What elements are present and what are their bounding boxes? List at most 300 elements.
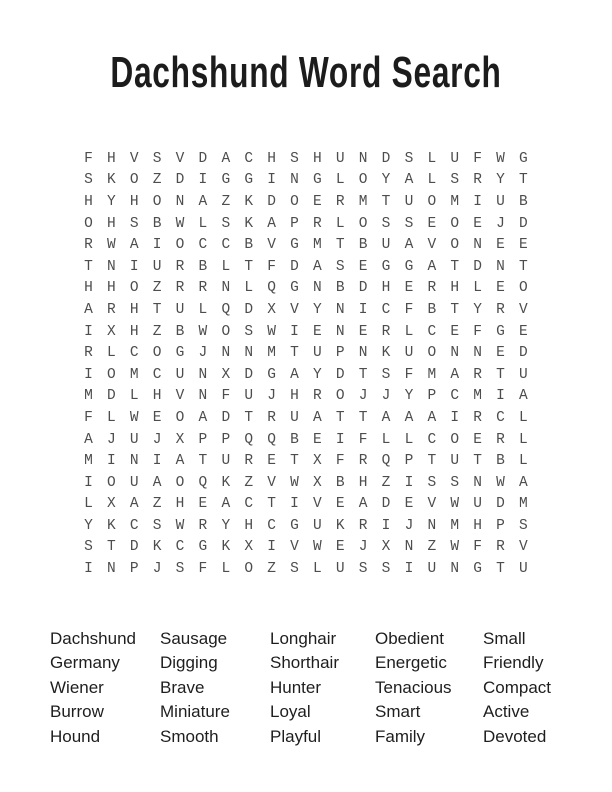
grid-letter: W — [450, 496, 460, 513]
grid-letter: V — [313, 496, 322, 513]
grid-letter: A — [404, 172, 414, 189]
grid-letter: M — [519, 496, 528, 513]
grid-letter: S — [84, 172, 93, 189]
grid-letter: D — [473, 258, 482, 275]
grid-letter: L — [404, 431, 414, 448]
grid-letter: F — [358, 431, 368, 448]
grid-letter: Z — [381, 474, 391, 491]
grid-letter: R — [175, 258, 185, 275]
grid-letter: Z — [427, 539, 437, 556]
grid-letter: I — [84, 561, 93, 578]
grid-letter: S — [427, 474, 437, 491]
grid-letter: F — [404, 366, 414, 383]
grid-letter: R — [473, 366, 482, 383]
grid-letter: Z — [221, 193, 231, 210]
grid-letter: J — [404, 517, 414, 534]
grid-letter: A — [427, 409, 437, 426]
grid-letter: W — [175, 215, 185, 232]
grid-letter: A — [129, 237, 139, 254]
grid-letter: L — [519, 453, 528, 470]
grid-letter: U — [335, 150, 345, 167]
grid-letter: G — [473, 561, 482, 578]
grid-letter: H — [106, 280, 116, 297]
grid-letter: X — [244, 539, 254, 556]
grid-letter: D — [358, 280, 368, 297]
grid-letter: D — [267, 193, 276, 210]
grid-letter: M — [84, 388, 93, 405]
grid-letter: V — [267, 237, 276, 254]
word-list-item: Compact — [483, 677, 552, 697]
grid-letter: A — [221, 496, 231, 513]
grid-letter: A — [267, 215, 276, 232]
grid-letter: M — [450, 517, 460, 534]
grid-letter: M — [267, 345, 276, 362]
grid-letter: D — [381, 496, 391, 513]
grid-letter: E — [473, 431, 482, 448]
grid-letter: B — [335, 474, 345, 491]
grid-letter: N — [473, 237, 482, 254]
grid-letter: H — [84, 193, 93, 210]
grid-letter: R — [335, 193, 345, 210]
grid-letter: A — [519, 474, 528, 491]
grid-letter: I — [358, 301, 368, 318]
grid-letter: V — [175, 388, 185, 405]
grid-letter: E — [496, 280, 505, 297]
word-list-item: Smooth — [160, 726, 219, 746]
grid-letter: D — [381, 150, 391, 167]
grid-letter: F — [84, 150, 93, 167]
grid-letter: T — [290, 345, 299, 362]
grid-letter: N — [198, 366, 208, 383]
grid-letter: C — [427, 323, 437, 340]
grid-letter: A — [313, 409, 322, 426]
grid-letter: L — [519, 409, 528, 426]
grid-row — [77, 429, 535, 451]
grid-letter: C — [129, 517, 139, 534]
grid-letter: O — [129, 172, 139, 189]
grid-letter: E — [427, 215, 437, 232]
grid-letter: H — [175, 496, 185, 513]
grid-letter: M — [313, 237, 322, 254]
grid-letter: F — [473, 539, 482, 556]
grid-row — [77, 191, 535, 213]
grid-letter: E — [496, 345, 505, 362]
grid-letter: S — [152, 517, 162, 534]
grid-letter: F — [404, 301, 414, 318]
grid-letter: E — [496, 237, 505, 254]
grid-letter: H — [244, 517, 254, 534]
grid-letter: U — [496, 193, 505, 210]
grid-letter: T — [267, 496, 276, 513]
grid-letter: P — [198, 431, 208, 448]
grid-letter: E — [519, 237, 528, 254]
word-list-item: Digging — [160, 653, 218, 673]
grid-letter: T — [335, 237, 345, 254]
grid-letter: Y — [473, 301, 482, 318]
grid-letter: Y — [496, 172, 505, 189]
grid-letter: L — [404, 323, 414, 340]
grid-letter: S — [221, 215, 231, 232]
grid-letter: V — [175, 150, 185, 167]
grid-letter: L — [519, 431, 528, 448]
grid-letter: R — [198, 280, 208, 297]
word-list-item: Energetic — [375, 653, 447, 673]
grid-letter: G — [290, 280, 299, 297]
grid-letter: C — [267, 517, 276, 534]
grid-letter: F — [335, 453, 345, 470]
grid-letter: A — [152, 474, 162, 491]
grid-letter: J — [381, 388, 391, 405]
grid-letter: E — [313, 323, 322, 340]
grid-letter: O — [358, 172, 368, 189]
word-list-item: Dachshund — [50, 629, 137, 648]
grid-letter: O — [519, 280, 528, 297]
grid-letter: E — [450, 323, 460, 340]
grid-row — [77, 148, 535, 170]
grid-letter: V — [290, 301, 299, 318]
grid-letter: H — [129, 301, 139, 318]
grid-letter: U — [244, 388, 254, 405]
grid-letter: B — [244, 237, 254, 254]
grid-letter: H — [152, 388, 162, 405]
grid-letter: D — [496, 496, 505, 513]
grid-letter: W — [496, 474, 505, 491]
grid-letter: N — [358, 345, 368, 362]
grid-letter: U — [175, 366, 185, 383]
grid-letter: Y — [381, 172, 391, 189]
grid-letter: N — [427, 517, 437, 534]
grid-letter: O — [175, 409, 185, 426]
grid-letter: T — [244, 258, 254, 275]
grid-letter: A — [129, 496, 139, 513]
grid-letter: T — [519, 172, 528, 189]
grid-letter: E — [404, 280, 414, 297]
grid-row — [77, 170, 535, 192]
grid-letter: R — [358, 453, 368, 470]
grid-letter: C — [244, 496, 254, 513]
word-list-item: Wiener — [50, 677, 104, 697]
grid-letter: P — [290, 215, 299, 232]
grid-letter: S — [404, 215, 414, 232]
grid-letter: N — [106, 258, 116, 275]
grid-row — [77, 537, 535, 559]
grid-letter: F — [221, 388, 231, 405]
grid-letter: I — [84, 323, 93, 340]
grid-letter: L — [381, 431, 391, 448]
grid-letter: R — [267, 409, 276, 426]
grid-letter: I — [84, 366, 93, 383]
grid-letter: C — [152, 366, 162, 383]
grid-letter: O — [152, 193, 162, 210]
grid-row — [77, 256, 535, 278]
word-list — [50, 627, 573, 749]
word-list-column — [160, 627, 270, 749]
grid-letter: N — [473, 474, 482, 491]
grid-letter: R — [473, 409, 482, 426]
grid-letter: C — [496, 409, 505, 426]
grid-letter: K — [152, 539, 162, 556]
grid-row — [77, 494, 535, 516]
grid-letter: M — [358, 193, 368, 210]
grid-letter: T — [450, 301, 460, 318]
grid-letter: S — [175, 561, 185, 578]
word-list-item: Brave — [160, 677, 205, 697]
grid-letter: U — [335, 561, 345, 578]
grid-letter: F — [473, 150, 482, 167]
grid-letter: O — [106, 366, 116, 383]
grid-letter: S — [152, 150, 162, 167]
grid-letter: A — [290, 366, 299, 383]
grid-letter: N — [129, 453, 139, 470]
grid-letter: S — [450, 172, 460, 189]
grid-letter: I — [404, 474, 414, 491]
grid-letter: O — [84, 215, 93, 232]
grid-letter: M — [84, 453, 93, 470]
grid-letter: H — [106, 150, 116, 167]
grid-letter: T — [427, 453, 437, 470]
grid-letter: C — [381, 301, 391, 318]
grid-letter: V — [267, 474, 276, 491]
grid-letter: B — [335, 280, 345, 297]
grid-letter: Z — [267, 561, 276, 578]
grid-letter: R — [313, 388, 322, 405]
grid-letter: B — [496, 453, 505, 470]
grid-row — [77, 342, 535, 364]
grid-letter: I — [335, 431, 345, 448]
grid-letter: A — [404, 409, 414, 426]
grid-letter: E — [313, 431, 322, 448]
grid-letter: M — [129, 366, 139, 383]
grid-letter: J — [358, 388, 368, 405]
grid-letter: O — [358, 215, 368, 232]
grid-letter: I — [152, 237, 162, 254]
grid-letter: O — [450, 237, 460, 254]
grid-letter: T — [358, 366, 368, 383]
grid-letter: I — [267, 172, 276, 189]
grid-letter: X — [267, 301, 276, 318]
grid-letter: N — [450, 345, 460, 362]
word-list-item: Playful — [270, 726, 322, 746]
grid-letter: A — [84, 301, 93, 318]
grid-letter: D — [519, 345, 528, 362]
grid-letter: I — [404, 561, 414, 578]
grid-letter: U — [381, 237, 391, 254]
grid-letter: G — [175, 345, 185, 362]
grid-letter: N — [358, 150, 368, 167]
grid-row — [77, 450, 535, 472]
grid-letter: N — [221, 280, 231, 297]
grid-letter: W — [129, 409, 139, 426]
grid-letter: Z — [152, 280, 162, 297]
grid-letter: T — [519, 258, 528, 275]
grid-letter: U — [152, 258, 162, 275]
grid-letter: L — [198, 215, 208, 232]
grid-letter: N — [450, 561, 460, 578]
grid-letter: U — [404, 193, 414, 210]
grid-letter: Y — [84, 517, 93, 534]
grid-letter: A — [358, 496, 368, 513]
grid-letter: I — [84, 474, 93, 491]
grid-letter: H — [129, 193, 139, 210]
grid-letter: E — [519, 323, 528, 340]
grid-letter: G — [267, 366, 276, 383]
grid-letter: H — [84, 280, 93, 297]
word-list-item: Loyal — [270, 702, 311, 722]
grid-letter: T — [473, 453, 482, 470]
grid-letter: T — [496, 366, 505, 383]
grid-letter: D — [221, 409, 231, 426]
grid-letter: C — [175, 539, 185, 556]
grid-letter: F — [473, 323, 482, 340]
grid-letter: W — [198, 323, 208, 340]
grid-letter: A — [313, 258, 322, 275]
grid-letter: U — [450, 150, 460, 167]
grid-letter: V — [427, 496, 437, 513]
grid-letter: T — [106, 539, 116, 556]
grid-letter: G — [221, 172, 231, 189]
grid-letter: I — [129, 258, 139, 275]
grid-letter: E — [313, 193, 322, 210]
grid-letter: S — [381, 561, 391, 578]
grid-letter: V — [427, 237, 437, 254]
grid-letter: D — [244, 301, 254, 318]
grid-letter: R — [496, 539, 505, 556]
grid-letter: E — [358, 323, 368, 340]
grid-letter: R — [381, 323, 391, 340]
word-list-item: Miniature — [160, 702, 230, 722]
grid-letter: U — [129, 431, 139, 448]
grid-letter: P — [129, 561, 139, 578]
grid-row — [77, 299, 535, 321]
grid-letter: P — [427, 388, 437, 405]
grid-letter: B — [198, 258, 208, 275]
grid-letter: T — [335, 409, 345, 426]
grid-letter: T — [496, 561, 505, 578]
grid-letter: A — [198, 409, 208, 426]
word-list-item: Active — [483, 702, 530, 722]
grid-letter: T — [152, 301, 162, 318]
grid-letter: E — [152, 409, 162, 426]
grid-letter: M — [450, 193, 460, 210]
word-list-item: Friendly — [483, 653, 544, 673]
grid-letter: J — [152, 561, 162, 578]
grid-letter: G — [244, 172, 254, 189]
grid-letter: R — [198, 517, 208, 534]
grid-letter: N — [335, 323, 345, 340]
grid-letter: U — [129, 474, 139, 491]
grid-letter: W — [313, 539, 322, 556]
grid-letter: H — [450, 280, 460, 297]
grid-letter: B — [519, 193, 528, 210]
grid-letter: N — [244, 345, 254, 362]
grid-letter: O — [175, 474, 185, 491]
grid-letter: K — [106, 517, 116, 534]
grid-letter: D — [198, 150, 208, 167]
grid-letter: E — [267, 453, 276, 470]
grid-letter: W — [175, 517, 185, 534]
grid-letter: W — [290, 474, 299, 491]
word-list-item: Germany — [50, 653, 120, 673]
grid-letter: Q — [198, 474, 208, 491]
puzzle-title: Dachshund Word Search — [110, 48, 502, 97]
grid-letter: S — [244, 323, 254, 340]
grid-letter: A — [221, 150, 231, 167]
grid-row — [77, 234, 535, 256]
grid-row — [77, 278, 535, 300]
grid-letter: A — [175, 453, 185, 470]
grid-letter: G — [290, 517, 299, 534]
grid-letter: Z — [152, 172, 162, 189]
grid-letter: A — [519, 388, 528, 405]
grid-letter: P — [335, 345, 345, 362]
word-list-column — [483, 627, 573, 749]
word-list-item: Shorthair — [270, 653, 339, 673]
grid-letter: O — [427, 193, 437, 210]
grid-letter: O — [450, 431, 460, 448]
grid-letter: U — [519, 366, 528, 383]
grid-letter: L — [129, 388, 139, 405]
grid-row — [77, 407, 535, 429]
grid-letter: T — [358, 409, 368, 426]
grid-letter: B — [175, 323, 185, 340]
grid-letter: G — [381, 258, 391, 275]
grid-letter: T — [244, 409, 254, 426]
grid-letter: M — [473, 388, 482, 405]
grid-letter: S — [290, 561, 299, 578]
grid-letter: V — [519, 539, 528, 556]
grid-letter: D — [129, 539, 139, 556]
grid-letter: O — [335, 388, 345, 405]
grid-letter: S — [358, 561, 368, 578]
grid-letter: A — [404, 237, 414, 254]
grid-letter: Q — [381, 453, 391, 470]
grid-letter: L — [335, 172, 345, 189]
grid-letter: U — [313, 345, 322, 362]
word-list-item: Longhair — [270, 629, 337, 648]
grid-letter: O — [221, 323, 231, 340]
grid-letter: I — [290, 496, 299, 513]
word-list-item: Hound — [50, 726, 101, 746]
grid-letter: N — [198, 388, 208, 405]
grid-letter: U — [221, 453, 231, 470]
grid-letter: L — [427, 150, 437, 167]
grid-letter: H — [313, 150, 322, 167]
grid-letter: C — [198, 237, 208, 254]
grid-row — [77, 558, 535, 580]
grid-letter: C — [427, 431, 437, 448]
grid-letter: U — [450, 453, 460, 470]
grid-letter: V — [519, 301, 528, 318]
grid-letter: F — [267, 258, 276, 275]
grid-letter: F — [198, 561, 208, 578]
grid-letter: N — [313, 280, 322, 297]
grid-letter: O — [244, 561, 254, 578]
grid-letter: N — [106, 561, 116, 578]
grid-letter: S — [335, 258, 345, 275]
grid-letter: J — [496, 215, 505, 232]
grid-letter: Y — [404, 388, 414, 405]
grid-letter: H — [106, 215, 116, 232]
grid-letter: X — [221, 366, 231, 383]
grid-letter: U — [519, 561, 528, 578]
grid-letter: B — [290, 431, 299, 448]
grid-letter: L — [427, 172, 437, 189]
grid-letter: Z — [152, 323, 162, 340]
grid-letter: R — [84, 345, 93, 362]
grid-letter: G — [496, 323, 505, 340]
grid-letter: J — [358, 539, 368, 556]
grid-letter: L — [221, 561, 231, 578]
